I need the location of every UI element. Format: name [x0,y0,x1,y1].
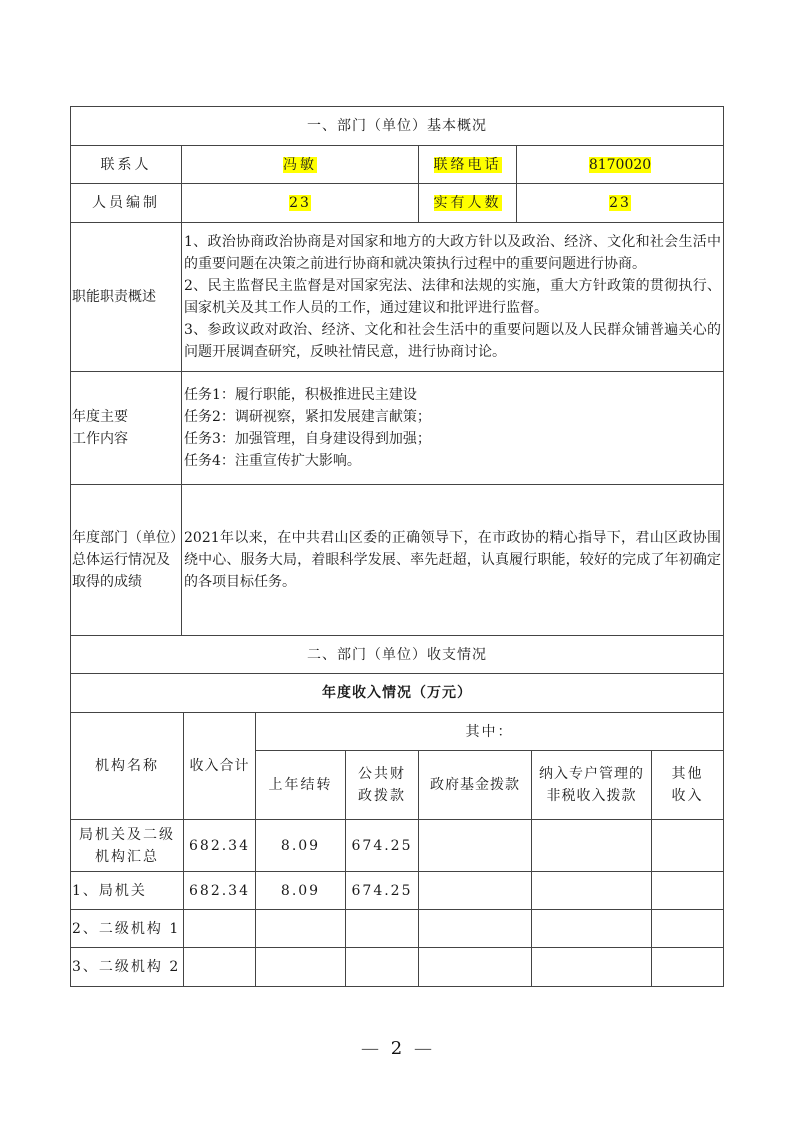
task-item: 任务3：加强管理，自身建设得到加强； [184,431,431,447]
actual-staff-label-cell [419,184,517,223]
page-number: 2 [390,1038,403,1059]
header-carryover: 上年结转 [256,751,346,820]
row-name-line1: 局机关及二级 [79,826,175,843]
contact-value: 冯敏 [283,156,317,173]
row-name: 2、二级机构 1 [71,910,184,948]
duty-item: 2、民主监督民主监督是对国家宪法、法律和法规的实施，重大方针政策的贯彻执行、国家机关及其工作人员的工作，通过建议和批评进行监督。 [184,278,721,316]
contact-label: 联系人 [71,146,182,184]
header-other [652,751,724,820]
performance-content: 2021年以来，在中共君山区委的正确领导下，在市政协的精心指导下，君山区政协围绕中心、服务大局，着眼科学发展、率先赶超，认真履行职能，较好的完成了年初确定的各项目标任务。 [182,485,724,636]
phone-value: 8170020 [588,156,652,173]
footer-dash-right: — [413,1038,432,1059]
row-non-tax [532,910,652,948]
actual-staff-cell [517,184,724,223]
row-other [652,820,724,872]
header-non-tax [532,751,652,820]
section1-title: 一、部门（单位）基本概况 [71,107,724,146]
row-carryover [256,948,346,987]
header-org-name: 机构名称 [71,713,184,820]
header-public-finance-line1: 公共财 [358,766,406,782]
performance-label: 年度部门（单位）总体运行情况及取得的成绩 [71,485,182,636]
contact-cell [182,146,419,184]
row-carryover [256,910,346,948]
row-gov-fund [419,872,532,910]
phone-cell [517,146,724,184]
actual-staff-label: 实有人数 [433,195,502,211]
staff-quota-cell [182,184,419,223]
row-name: 1、局机关 [71,872,184,910]
task-item: 任务4：注重宣传扩大影响。 [184,453,361,469]
header-of-which: 其中： [256,713,724,751]
row-non-tax [532,872,652,910]
row-total: 682.34 [184,872,256,910]
duties-label: 职能职责概述 [71,223,182,372]
annual-work-label-line2: 工作内容 [72,431,128,447]
income-subtitle: 年度收入情况（万元） [71,674,724,713]
task-item: 任务2：调研视察，紧扣发展建言献策； [184,409,431,425]
duty-item: 1、政治协商政治协商是对国家和地方的大政方针以及政治、经济、文化和社会生活中的重要问题在决策之前进行协商和就决策执行过程中的重要问题进行协商。 [184,234,721,272]
row-total: 682.34 [184,820,256,872]
header-gov-fund: 政府基金拨款 [419,751,532,820]
table-row [71,820,724,872]
row-other [652,872,724,910]
row-name-line2: 机构汇总 [95,848,159,865]
row-non-tax [532,820,652,872]
basic-info-table [70,106,724,636]
annual-work-content [182,372,724,485]
row-name [71,820,184,872]
header-public-finance-line2: 政拨款 [358,788,406,804]
row-gov-fund [419,948,532,987]
section2-title: 二、部门（单位）收支情况 [71,636,724,674]
staff-quota-label: 人员编制 [71,184,182,223]
header-other-line2: 收入 [671,788,704,804]
header-public-finance [346,751,419,820]
duties-content [182,223,724,372]
phone-label: 联络电话 [433,156,502,173]
actual-staff-value: 23 [609,195,631,211]
row-other [652,948,724,987]
row-name: 3、二级机构 2 [71,948,184,987]
row-total [184,948,256,987]
phone-label-cell [419,146,517,184]
row-gov-fund [419,820,532,872]
table-row [71,872,724,910]
row-public-finance [346,948,419,987]
header-total-income: 收入合计 [184,713,256,820]
row-public-finance: 674.25 [346,872,419,910]
duty-item: 3、参政议政对政治、经济、文化和社会生活中的重要问题以及人民群众铺普遍关心的问题开展调查研究，反映社情民意，进行协商讨论。 [184,322,721,360]
row-carryover: 8.09 [256,820,346,872]
footer-dash-left: — [361,1038,380,1059]
staff-quota-value: 23 [289,195,311,211]
table-row [71,948,724,987]
header-non-tax-line2: 非税收入拨款 [546,788,637,804]
annual-work-label-line1: 年度主要 [72,409,128,425]
row-non-tax [532,948,652,987]
table-row [71,910,724,948]
row-other [652,910,724,948]
header-non-tax-line1: 纳入专户管理的 [539,766,644,782]
row-public-finance [346,910,419,948]
row-total [184,910,256,948]
page-footer [0,1038,793,1059]
row-carryover: 8.09 [256,872,346,910]
header-other-line1: 其他 [671,766,704,782]
annual-work-label [71,372,182,485]
row-public-finance: 674.25 [346,820,419,872]
income-table [70,635,724,987]
task-item: 任务1：履行职能，积极推进民主建设 [184,387,417,403]
row-gov-fund [419,910,532,948]
